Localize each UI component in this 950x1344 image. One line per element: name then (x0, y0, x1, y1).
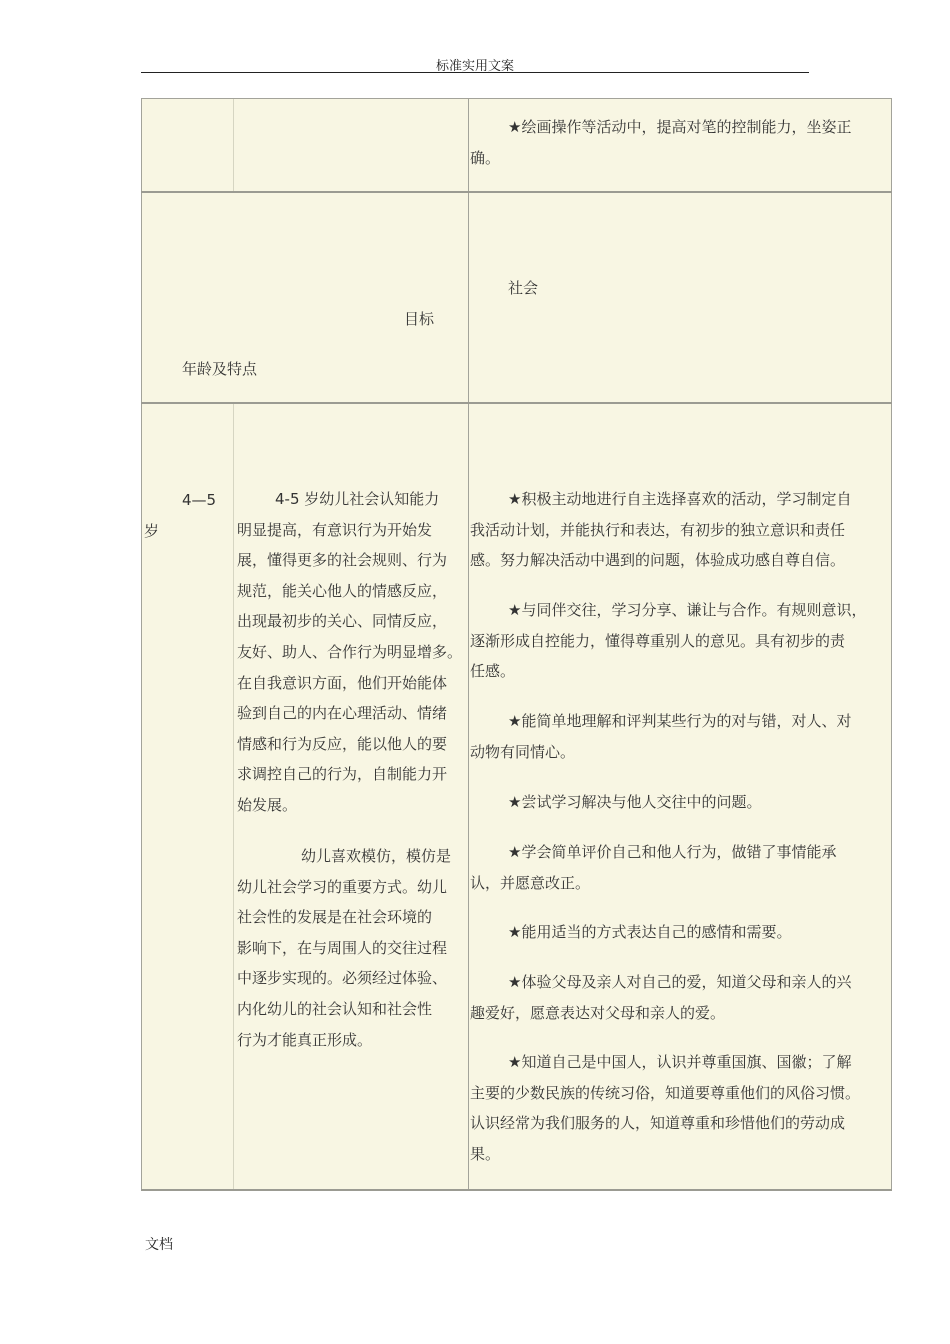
text-line: ★积极主动地进行自主选择喜欢的活动，学习制定自 (508, 490, 852, 508)
characteristics-paragraph (237, 841, 451, 1055)
text-line: 主要的少数民族的传统习俗，知道要尊重他们的风俗习惯。 (470, 1083, 861, 1102)
text-line: 4-5 岁幼儿社会认知能力 (275, 490, 440, 508)
goal-paragraph (470, 1047, 860, 1169)
goal-paragraph (470, 917, 791, 948)
text-line: 展，懂得更多的社会规则、行为 (237, 551, 448, 570)
characteristics-paragraph (237, 484, 462, 821)
table-border-left (141, 98, 142, 1191)
text-line: ★与同伴交往，学习分享、谦让与合作。有规则意识， (508, 601, 867, 619)
text-line: 明显提高，有意识行为开始发 (237, 520, 433, 539)
text-line: ★绘画操作等活动中，提高对笔的控制能力，坐姿正 (508, 118, 852, 136)
text-line: 幼儿社会学习的重要方式。幼儿 (237, 877, 448, 896)
text-line: 确。 (470, 148, 501, 167)
table-border-right (891, 98, 892, 1191)
age-range: 4—5 (182, 491, 217, 509)
text-line: 始发展。 (237, 795, 298, 814)
text-line: 我活动计划，并能执行和表达，有初步的独立意识和责任 (470, 520, 846, 539)
goal-paragraph (470, 484, 851, 576)
row-divider (141, 402, 892, 404)
goal-label: 目标 (404, 310, 435, 328)
text-line: 果。 (470, 1144, 501, 1163)
page-header: 标准实用文案 (435, 59, 514, 74)
text-line: 规范，能关心他人的情感反应， (237, 581, 448, 600)
text-line: 行为才能真正形成。 (237, 1030, 373, 1049)
goal-paragraph-continued (470, 112, 851, 173)
header-rule (141, 72, 809, 73)
goal-paragraph (470, 595, 866, 687)
domain-label: 社会 (508, 279, 539, 297)
text-line: ★体验父母及亲人对自己的爱，知道父母和亲人的兴 (508, 973, 852, 991)
text-line: ★知道自己是中国人，认识并尊重国旗、国徽；了解 (508, 1053, 852, 1071)
text-line: 认，并愿意改正。 (470, 873, 591, 892)
goal-paragraph (470, 706, 851, 767)
column-divider-main (468, 98, 469, 1191)
text-line: 趣爱好，愿意表达对父母和亲人的爱。 (470, 1003, 726, 1022)
row-divider (141, 191, 892, 193)
text-line: 感。努力解决活动中遇到的问题，体验成功感自尊自信。 (470, 551, 846, 570)
text-line: 幼儿喜欢模仿，模仿是 (301, 847, 452, 865)
text-line: 出现最初步的关心、同情反应， (237, 612, 448, 631)
text-line: 验到自己的内在心理活动、情绪 (237, 704, 448, 723)
text-line: 认识经常为我们服务的人，知道尊重和珍惜他们的劳动成 (470, 1114, 846, 1133)
text-line: ★尝试学习解决与他人交往中的问题。 (508, 793, 762, 811)
text-line: 中逐步实现的。必须经过体验、 (237, 969, 448, 988)
text-line: 求调控自己的行为，自制能力开 (237, 765, 448, 784)
text-line: 内化幼儿的社会认知和社会性 (237, 999, 433, 1018)
goals-table (141, 98, 892, 1191)
text-line: 逐渐形成自控能力，懂得尊重别人的意见。具有初步的责 (470, 631, 846, 650)
goal-paragraph (470, 967, 851, 1028)
text-line: 动物有同情心。 (470, 742, 576, 761)
table-border-bottom (141, 1189, 892, 1191)
text-line: 影响下，在与周围人的交往过程 (237, 938, 448, 957)
age-unit: 岁 (144, 522, 160, 540)
column-divider-age (233, 404, 234, 1190)
goal-paragraph (470, 837, 836, 898)
text-line: 情感和行为反应，能以他人的要 (237, 734, 448, 753)
text-line: 社会性的发展是在社会环境的 (237, 908, 433, 927)
text-line: ★能用适当的方式表达自己的感情和需要。 (508, 923, 792, 941)
goal-paragraph (470, 787, 761, 818)
text-line: 友好、助人、合作行为明显增多。 (237, 642, 463, 661)
text-line: ★学会简单评价自己和他人行为，做错了事情能承 (508, 843, 837, 861)
page-footer: 文档 (145, 1237, 173, 1253)
text-line: 任感。 (470, 662, 516, 681)
age-label: 年龄及特点 (182, 360, 258, 378)
table-border-top (141, 98, 892, 99)
text-line: 在自我意识方面，他们开始能体 (237, 673, 448, 692)
column-divider-age (233, 98, 234, 191)
text-line: ★能简单地理解和评判某些行为的对与错，对人、对 (508, 712, 852, 730)
